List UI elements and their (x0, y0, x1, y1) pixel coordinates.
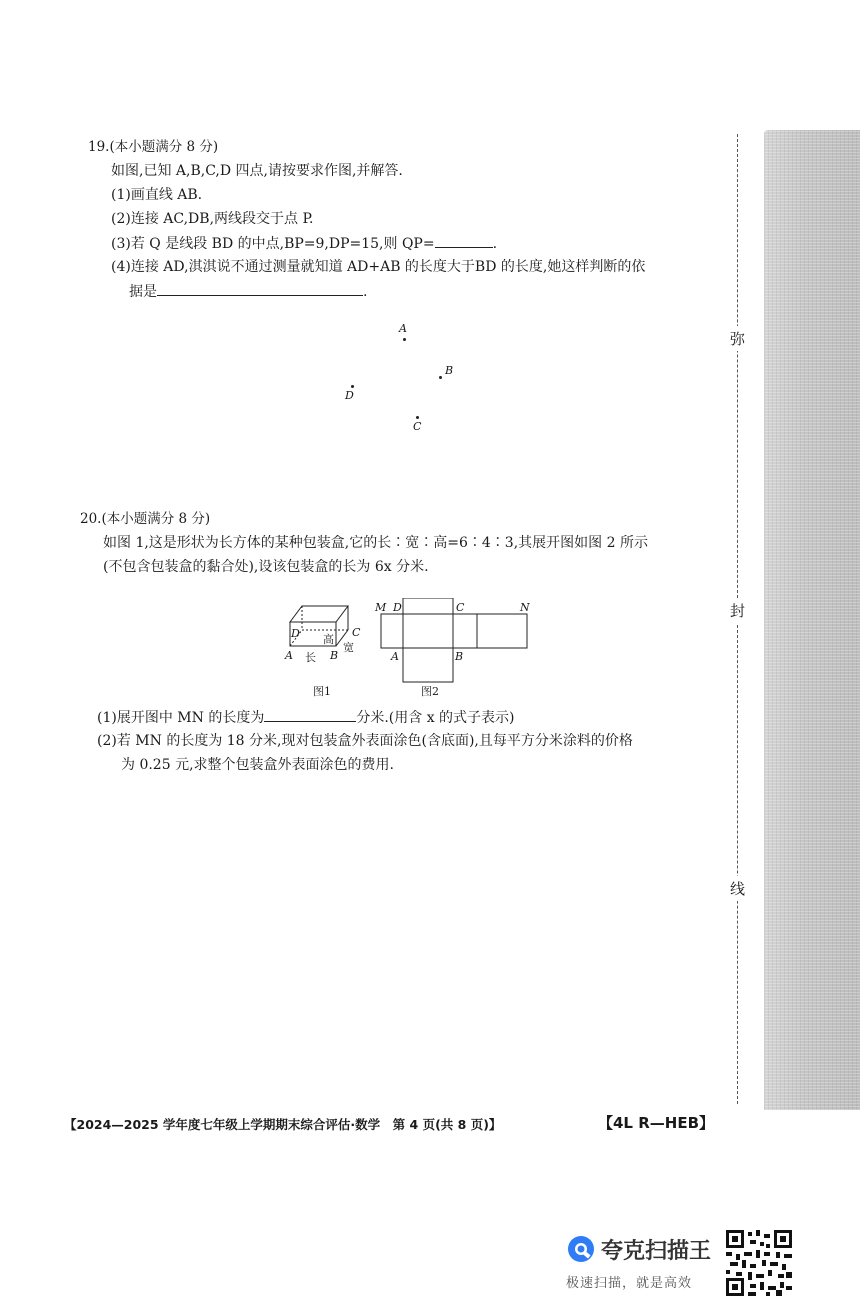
qr-code-icon (726, 1230, 792, 1296)
paper-code: 【4L R—HEB】 (598, 1114, 715, 1132)
point-d-dot (351, 385, 354, 388)
q20-part2-line2: 为 0.25 元,求整个包装盒外表面涂色的费用. (121, 757, 394, 773)
q19-part4-text: 据是 (129, 284, 157, 300)
q20-header: 20.(本小题满分 8 分) (80, 511, 211, 527)
q19-part3-end: . (492, 236, 498, 252)
q19-part4-end: . (363, 284, 368, 300)
fig1-label-d: D (291, 627, 300, 640)
seal-char-mi: 弥 (730, 326, 745, 351)
q19-part4-line2 (129, 280, 367, 303)
fig2-label-c: C (456, 601, 465, 614)
point-d-label: D (345, 389, 354, 402)
q19-answer-blank-qp[interactable] (435, 232, 493, 248)
q20-intro-line2: (不包含包装盒的黏合处),设该包装盒的长为 6x 分米. (103, 559, 429, 575)
fig1-label-c: C (352, 626, 361, 639)
fig2-label-m: M (375, 601, 387, 614)
q20-intro-line1: 如图 1,这是形状为长方体的某种包装盒,它的长∶宽∶高=6∶4∶3,其展开图如图 2 所示 (103, 535, 648, 551)
point-b-dot (439, 376, 442, 379)
q20-answer-blank-mn[interactable] (264, 706, 356, 722)
seal-char-feng: 封 (730, 598, 745, 623)
q20-part1-text: (1)展开图中 MN 的长度为 (97, 710, 265, 726)
fig2-label-b: B (455, 650, 464, 663)
q19-part3-text: (3)若 Q 是线段 BD 的中点,BP=9,DP=15,则 QP= (111, 236, 435, 252)
fig1-label-width: 宽 (343, 641, 354, 654)
q19-part3 (111, 232, 497, 255)
q20-part1 (97, 706, 515, 729)
point-a-label: A (399, 322, 407, 335)
point-b-label: B (445, 364, 454, 377)
fig1-label-height: 高 (323, 633, 334, 646)
fig1-label-b: B (330, 649, 339, 662)
fig2-label-a: A (391, 650, 399, 663)
fig2-label-n: N (520, 601, 530, 614)
page-footer: 【2024—2025 学年度七年级上学期期末综合评估·数学 第 4 页(共 8 页)】 (64, 1117, 502, 1132)
point-c-dot (416, 416, 419, 419)
watermark-brand: 夸克扫描王 (601, 1239, 712, 1264)
q19-part4-line1: (4)连接 AD,淇淇说不通过测量就知道 AD+AB 的长度大于BD 的长度,她这样判断的依 (111, 259, 646, 275)
quark-logo-icon (566, 1234, 596, 1264)
point-c-label: C (413, 420, 422, 433)
seal-char-xian: 线 (730, 876, 745, 901)
scan-edge-strip (764, 130, 860, 1110)
fig2-caption: 图2 (421, 685, 439, 698)
point-a-dot (403, 338, 406, 341)
fig1-label-length: 长 (305, 651, 316, 664)
q19-part2: (2)连接 AC,DB,两线段交于点 P. (111, 211, 314, 227)
q20-part2-line1: (2)若 MN 的长度为 18 分米,现对包装盒外表面涂色(含底面),且每平方分米涂料的价格 (97, 733, 633, 749)
q20-part1-end: 分米.(用含 x 的式子表示) (356, 710, 515, 726)
watermark-slogan: 极速扫描，就是高效 (566, 1276, 693, 1291)
q19-intro: 如图,已知 A,B,C,D 四点,请按要求作图,并解答. (111, 163, 403, 179)
fig1-caption: 图1 (313, 685, 331, 698)
q19-answer-blank-reason[interactable] (157, 280, 363, 296)
fig1-label-a: A (285, 649, 293, 662)
q19-header: 19.(本小题满分 8 分) (88, 139, 219, 155)
fig2-label-d: D (393, 601, 402, 614)
q19-points-figure (330, 318, 490, 438)
q19-part1: (1)画直线 AB. (111, 187, 203, 203)
